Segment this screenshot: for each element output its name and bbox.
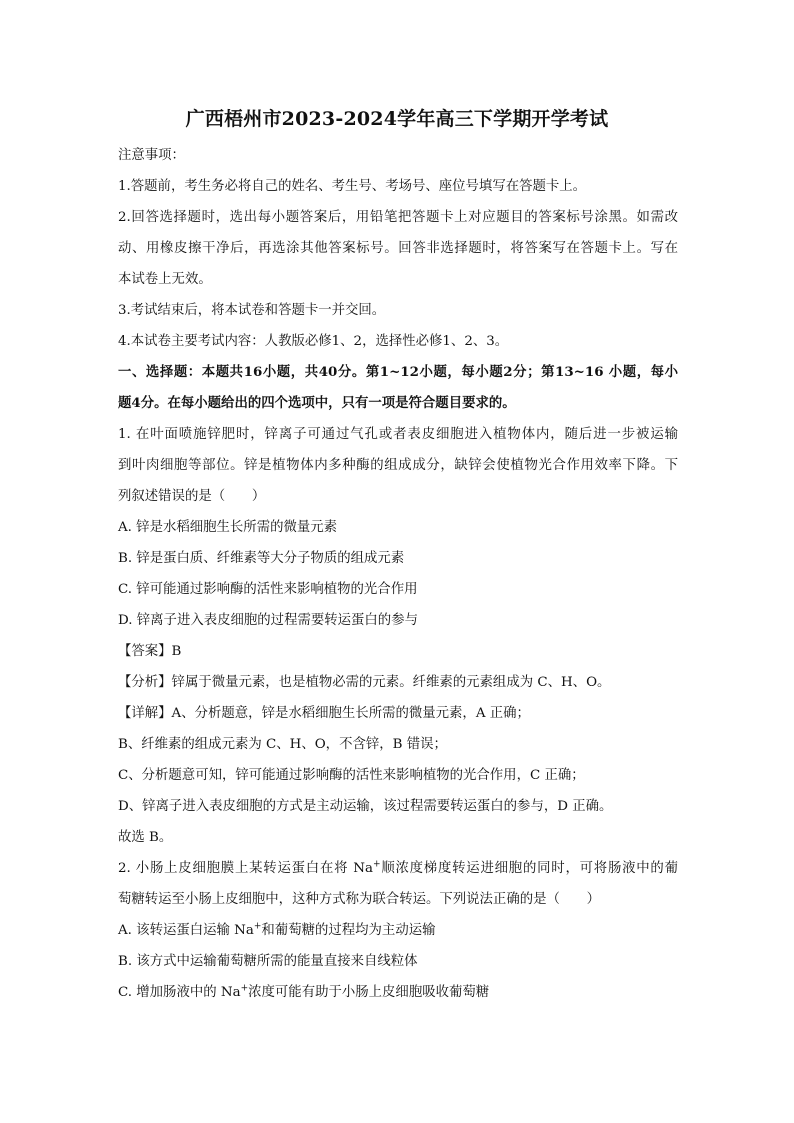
question-2-option-c-post: 浓度可能有助于小肠上皮细胞吸收葡萄糖 (248, 985, 490, 1000)
notice-item-4: 4.本试卷主要考试内容：人教版必修1、2，选择性必修1、2、3。 (118, 334, 509, 349)
question-1-analysis: 【分析】锌属于微量元素，也是植物必需的元素。纤维素的元素组成为 C、H、O。 (118, 675, 611, 690)
notice-item-2-line-1: 2.回答选择题时，选出每小题答案后，用铅笔把答题卡上对应题目的答案标号涂黑。如需改 (118, 210, 678, 225)
question-1-option-c: C. 锌可能通过影响酶的活性来影响植物的光合作用 (118, 582, 418, 597)
question-2-stem-line-1-post: 顺浓度梯度转运进细胞的同时，可将肠液中的葡 (380, 861, 678, 876)
section-1-instructions-line-2: 题4分。在每小题给出的四个选项中，只有一项是符合题目要求的。 (118, 395, 516, 411)
question-1-detail-c: C、分析题意可知，锌可能通过影响酶的活性来影响植物的光合作用，C 正确； (118, 768, 585, 783)
question-1-stem-line-1: 1. 在叶面喷施锌肥时，锌离子可通过气孔或者表皮细胞进入植物体内，随后进一步被运输 (118, 427, 678, 442)
question-2-option-c (118, 977, 678, 1008)
question-2-stem-line-2: 萄糖转运至小肠上皮细胞中，这种方式称为联合转运。下列说法正确的是（ ） (118, 892, 601, 907)
exam-title: 广西梧州市2023-2024学年高三下学期开学考试 (185, 108, 609, 130)
question-2-option-c-sup: + (240, 983, 249, 994)
question-1-stem-line-3: 列叙述错误的是（ ） (118, 489, 266, 504)
question-2-option-a (118, 915, 678, 946)
question-1-detail-b: B、纤维素的组成元素为 C、H、O，不含锌，B 错误； (118, 737, 447, 752)
question-1-detail-d: D、锌离子进入表皮细胞的方式是主动运输，该过程需要转运蛋白的参与，D 正确。 (118, 799, 613, 814)
question-2-option-a-sup: + (253, 921, 262, 932)
question-2-option-b: B. 该方式中运输葡萄糖所需的能量直接来自线粒体 (118, 954, 418, 969)
question-2-stem-line-1 (118, 853, 678, 884)
notice-item-1: 1.答题前，考生务必将自己的姓名、考生号、考场号、座位号填写在答题卡上。 (118, 179, 587, 194)
question-2-option-a-pre: A. 该转运蛋白运输 Na (118, 923, 254, 938)
question-1-stem-line-2: 到叶肉细胞等部位。锌是植物体内多种酶的组成成分，缺锌会使植物光合作用效率下降。下 (118, 458, 678, 473)
question-2-stem-line-1-sup: + (373, 859, 381, 870)
notice-heading: 注意事项： (118, 148, 185, 163)
question-1-conclusion: 故选 B。 (118, 830, 173, 845)
question-1-option-d: D. 锌离子进入表皮细胞的过程需要转运蛋白的参与 (118, 613, 418, 628)
question-2-stem-line-1-pre: 2. 小肠上皮细胞膜上某转运蛋白在将 Na (118, 861, 373, 876)
notice-item-2-line-2: 动、用橡皮擦干净后，再选涂其他答案标号。回答非选择题时，将答案写在答题卡上。写在 (118, 241, 678, 256)
question-1-answer: 【答案】B (118, 644, 182, 659)
question-1-detail-a: 【详解】A、分析题意，锌是水稻细胞生长所需的微量元素，A 正确； (118, 706, 530, 721)
notice-item-3: 3.考试结束后，将本试卷和答题卡一并交回。 (118, 303, 386, 318)
question-2-option-a-post: 和葡萄糖的过程均为主动运输 (261, 923, 436, 938)
exam-body (118, 140, 678, 1008)
question-1-option-a: A. 锌是水稻细胞生长所需的微量元素 (118, 520, 338, 535)
question-1-option-b: B. 锌是蛋白质、纤维素等大分子物质的组成元素 (118, 551, 405, 566)
section-1-instructions-line-1: 一、选择题：本题共16小题，共40分。第1~12小题，每小题2分；第13~16 小题，每小 (118, 364, 678, 380)
question-2-option-c-pre: C. 增加肠液中的 Na (118, 985, 241, 1000)
notice-item-2-line-3: 本试卷上无效。 (118, 272, 212, 287)
